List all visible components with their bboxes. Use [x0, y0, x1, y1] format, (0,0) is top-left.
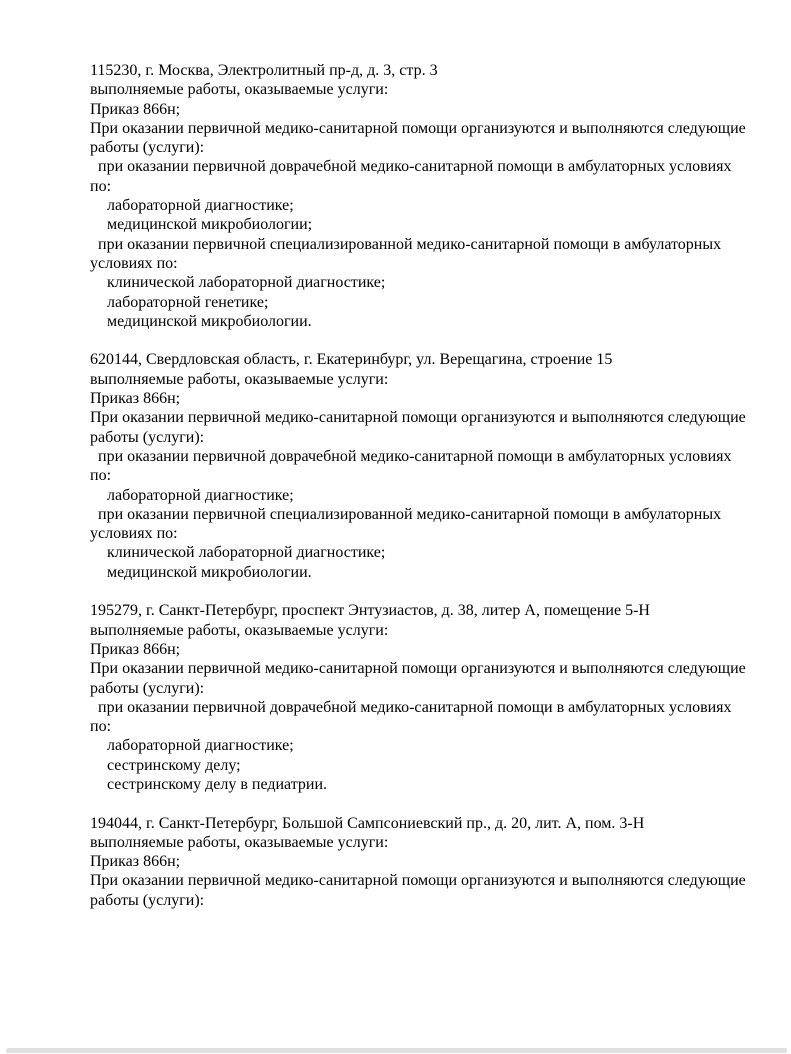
license-works-text	[90, 61, 785, 929]
text-line: Приказ 866н;	[90, 640, 181, 658]
address-line: 194044, г. Санкт-Петербург, Большой Сампсониевский пр., д. 20, лит. А, пом. 3-Н	[90, 814, 645, 832]
text-line: клинической лабораторной диагностике;	[107, 274, 386, 292]
license-section	[90, 601, 785, 794]
text-line: по:	[90, 718, 112, 736]
text-line: выполняемые работы, оказываемые услуги:	[90, 833, 389, 851]
text-line: по:	[90, 177, 112, 195]
address-line: 620144, Свердловская область, г. Екатеринбург, ул. Верещагина, строение 15	[90, 351, 613, 369]
text-line: лабораторной диагностике;	[107, 197, 294, 215]
address-line: 195279, г. Санкт-Петербург, проспект Энтузиастов, д. 38, литер А, помещение 5-Н	[90, 602, 650, 620]
horizontal-scrollbar[interactable]	[6, 1048, 787, 1053]
text-line: медицинской микробиологии.	[107, 312, 312, 330]
text-line: выполняемые работы, оказываемые услуги:	[90, 370, 389, 388]
text-line: медицинской микробиологии.	[107, 563, 312, 581]
text-line: лабораторной генетике;	[107, 293, 269, 311]
text-line: при оказании первичной специализированной медико-санитарной помощи в амбулаторных	[98, 505, 722, 523]
text-line: медицинской микробиологии;	[107, 216, 313, 234]
address-line: 115230, г. Москва, Электролитный пр-д, д. 3, стр. 3	[90, 62, 438, 79]
text-line: При оказании первичной медико-санитарной помощи организуются и выполняются следующие	[90, 119, 746, 137]
text-line: выполняемые работы, оказываемые услуги:	[90, 621, 389, 639]
text-line: условиях по:	[90, 525, 178, 543]
text-line: лабораторной диагностике;	[107, 737, 294, 755]
text-line: при оказании первичной доврачебной медико-санитарной помощи в амбулаторных условиях	[98, 447, 732, 465]
text-line: При оказании первичной медико-санитарной помощи организуются и выполняются следующие	[90, 872, 746, 890]
text-line: Приказ 866н;	[90, 390, 181, 408]
text-line: работы (услуги):	[90, 891, 205, 909]
license-section	[90, 350, 785, 582]
text-line: сестринскому делу в педиатрии.	[107, 775, 328, 793]
text-line: условиях по:	[90, 254, 178, 272]
text-line: при оказании первичной доврачебной медико-санитарной помощи в амбулаторных условиях	[98, 698, 732, 716]
text-line: выполняемые работы, оказываемые услуги:	[90, 81, 389, 99]
text-line: работы (услуги):	[90, 428, 205, 446]
license-section	[90, 814, 785, 910]
text-line: Приказ 866н;	[90, 100, 181, 118]
text-line: работы (услуги):	[90, 139, 205, 157]
text-line: При оказании первичной медико-санитарной помощи организуются и выполняются следующие	[90, 409, 746, 427]
text-line: При оказании первичной медико-санитарной помощи организуются и выполняются следующие	[90, 660, 746, 678]
text-line: при оказании первичной специализированной медико-санитарной помощи в амбулаторных	[98, 235, 722, 253]
text-line: Приказ 866н;	[90, 853, 181, 871]
text-line: лабораторной диагностике;	[107, 486, 294, 504]
text-line: клинической лабораторной диагностике;	[107, 544, 386, 562]
license-section	[90, 61, 785, 331]
text-line: при оказании первичной доврачебной медико-санитарной помощи в амбулаторных условиях	[98, 158, 732, 176]
text-line: работы (услуги):	[90, 679, 205, 697]
text-line: сестринскому делу;	[107, 756, 241, 774]
text-line: по:	[90, 467, 112, 485]
